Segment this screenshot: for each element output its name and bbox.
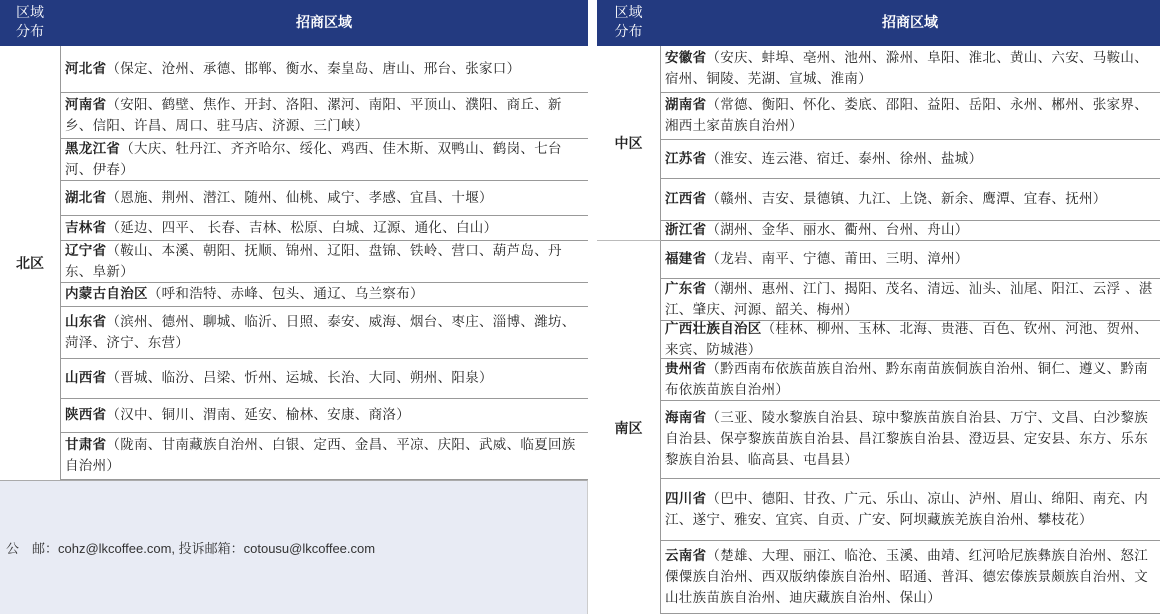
right-table-header: [597, 0, 1160, 46]
city-list: （陇南、甘南藏族自治州、白银、定西、金昌、平凉、庆阳、武威、临夏回族自治州）: [65, 437, 576, 474]
province-cities: [665, 546, 1158, 609]
province-name: 浙江省: [665, 222, 707, 238]
province-cities: [665, 279, 1158, 321]
province-name: 福建省: [665, 251, 707, 267]
region-central: 中区: [597, 46, 661, 241]
province-cities: [65, 218, 497, 239]
city-list: （楚雄、大理、丽江、临沧、玉溪、曲靖、红河哈尼族彝族自治州、怒江傈僳族自治州、西双版纳傣族自治州、昭通、普洱、德宏傣族景颇族自治州、文山壮族苗族自治州、迪庆藏族自治州、保山）: [665, 547, 1149, 606]
province-row: [61, 181, 588, 216]
province-name: 云南省: [665, 547, 707, 564]
province-cities: [665, 189, 1107, 210]
province-name: 贵州省: [665, 360, 707, 377]
province-row: [661, 221, 1160, 241]
city-list: （保定、沧州、承德、邯郸、衡水、秦皇岛、唐山、邢台、张家口）: [106, 60, 521, 77]
province-row: [61, 283, 588, 307]
province-name: 广西壮族自治区: [665, 320, 762, 337]
province-name: 黑龙江省: [65, 140, 121, 157]
province-name: 吉林省: [65, 219, 107, 236]
province-row: [61, 433, 588, 480]
province-cities: [65, 312, 586, 354]
province-row: [661, 279, 1160, 321]
province-row: [61, 241, 588, 283]
region-column-header: [597, 0, 660, 46]
province-cities: [65, 405, 410, 426]
city-list: （呼和浩特、赤峰、包头、通辽、乌兰察布）: [147, 286, 424, 302]
city-list: （黔西南布依族苗族自治州、黔东南苗族侗族自治州、铜仁、遵义、黔南布依族苗族自治州）: [665, 360, 1149, 398]
province-cities: [65, 188, 493, 209]
province-row: [661, 479, 1160, 541]
province-name: 辽宁省: [65, 242, 107, 259]
province-name: 广东省: [665, 280, 707, 297]
city-list: （龙岩、南平、宁德、莆田、三明、漳州）: [706, 251, 969, 267]
province-name: 山西省: [65, 370, 107, 386]
province-row: [61, 307, 588, 359]
province-cities: [65, 284, 424, 305]
province-row: [661, 359, 1160, 401]
province-row: [61, 139, 588, 181]
province-cities: [65, 368, 493, 389]
province-name: 内蒙古自治区: [65, 286, 148, 302]
province-row: [61, 399, 588, 433]
city-list: （桂林、柳州、玉林、北海、贵港、百色、钦州、河池、贺州、来宾、防城港）: [665, 320, 1149, 358]
province-cities: [665, 220, 969, 241]
province-cities: [665, 249, 969, 270]
region-header-text: 区域分布: [16, 5, 44, 40]
city-list: （淮安、连云港、宿迁、泰州、徐州、盐城）: [706, 150, 983, 167]
city-list: （汉中、铜川、渭南、延安、榆林、安康、商洛）: [106, 407, 411, 423]
province-row: [61, 216, 588, 241]
city-list: （湖州、金华、丽水、衢州、台州、舟山）: [706, 222, 969, 238]
province-name: 江西省: [665, 191, 707, 207]
province-cities: [665, 48, 1158, 90]
area-column-header: 招商区域: [296, 15, 352, 31]
city-list: （三亚、陵水黎族自治县、琼中黎族苗族自治县、万宁、文昌、白沙黎族自治县、保亭黎族苗族自治县、昌江黎族自治县、澄迈县、定安县、东方、乐东黎族自治县、临高县、屯昌县）: [665, 410, 1149, 468]
province-name: 江苏省: [665, 150, 707, 167]
province-row: [661, 46, 1160, 93]
province-name: 甘肃省: [65, 437, 107, 453]
city-list: （恩施、荆州、潜江、随州、仙桃、咸宁、孝感、宜昌、十堰）: [106, 189, 493, 206]
province-name: 山东省: [65, 313, 107, 330]
region-south: 南区: [597, 241, 661, 614]
region-header-line1: 区域: [614, 5, 643, 21]
city-list: （大庆、牡丹江、齐齐哈尔、绥化、鸡西、佳木斯、双鸭山、鹤岗、七台河、伊春）: [65, 140, 562, 178]
province-row: [661, 321, 1160, 359]
region-north: 北区: [0, 46, 61, 480]
city-list: （晋城、临汾、吕梁、忻州、运城、长治、大同、朔州、阳泉）: [106, 370, 493, 386]
province-cities: [665, 319, 1158, 361]
province-name: 河北省: [65, 60, 107, 77]
city-list: （潮州、惠州、江门、揭阳、茂名、清远、汕头、汕尾、阳江、云浮 、湛江、肇庆、河源、韶关、梅州）: [665, 280, 1153, 318]
province-row: [661, 241, 1160, 279]
city-list: （常德、衡阳、怀化、娄底、邵阳、益阳、岳阳、永州、郴州、张家界、湘西土家苗族自治州）: [665, 97, 1149, 134]
left-table-header: [0, 0, 588, 46]
province-cities: [65, 241, 586, 283]
province-cities: [65, 435, 586, 477]
province-cities: [665, 359, 1158, 401]
province-row: [61, 359, 588, 399]
province-row: [661, 401, 1160, 479]
province-name: 湖南省: [665, 97, 707, 113]
province-row: [661, 179, 1160, 221]
province-row: [661, 541, 1160, 614]
city-list: （滨州、德州、聊城、临沂、日照、泰安、威海、烟台、枣庄、淄博、潍坊、菏泽、济宁、东营）: [65, 313, 576, 351]
province-cities: [665, 489, 1158, 531]
province-cities: [65, 95, 586, 137]
contact-emails: 公 邮：cohz@lkcoffee.com, 投诉邮箱：cotousu@lkcoffee.com: [0, 480, 588, 614]
province-name: 海南省: [665, 410, 707, 426]
province-row: [61, 46, 588, 93]
city-list: （赣州、吉安、景德镇、九江、上饶、新余、鹰潭、宜春、抚州）: [706, 191, 1107, 207]
province-name: 陕西省: [65, 407, 107, 423]
province-row: [61, 93, 588, 139]
province-cities: [665, 408, 1158, 471]
city-list: （巴中、德阳、甘孜、广元、乐山、凉山、泸州、眉山、绵阳、南充、内江、遂宁、雅安、宜宾、自贡、广安、阿坝藏族羌族自治州、攀枝花）: [665, 490, 1149, 528]
region-column-header: [0, 0, 60, 46]
city-list: （安庆、蚌埠、亳州、池州、滁州、阜阳、淮北、黄山、六安、马鞍山、宿州、铜陵、芜湖、宣城、淮南）: [665, 50, 1149, 87]
city-list: （鞍山、本溪、朝阳、抚顺、锦州、辽阳、盘锦、铁岭、营口、葫芦岛、丹东、阜新）: [65, 242, 562, 280]
province-name: 河南省: [65, 96, 107, 113]
area-column-header: 招商区域: [882, 15, 938, 31]
city-list: （安阳、鹤壁、焦作、开封、洛阳、漯河、南阳、平顶山、濮阳、商丘、新乡、信阳、许昌、周口、驻马店、济源、三门峡）: [65, 96, 562, 134]
province-name: 湖北省: [65, 189, 107, 206]
region-header-line2: 分布: [614, 24, 643, 40]
province-cities: [665, 149, 982, 170]
province-name: 四川省: [665, 490, 707, 507]
province-cities: [65, 59, 520, 80]
province-cities: [665, 95, 1158, 137]
province-name: 安徽省: [665, 50, 707, 66]
city-list: （延边、四平、 长春、吉林、松原、白城、辽源、通化、白山）: [106, 219, 498, 236]
province-row: [661, 140, 1160, 179]
province-cities: [65, 139, 586, 181]
province-row: [661, 93, 1160, 140]
